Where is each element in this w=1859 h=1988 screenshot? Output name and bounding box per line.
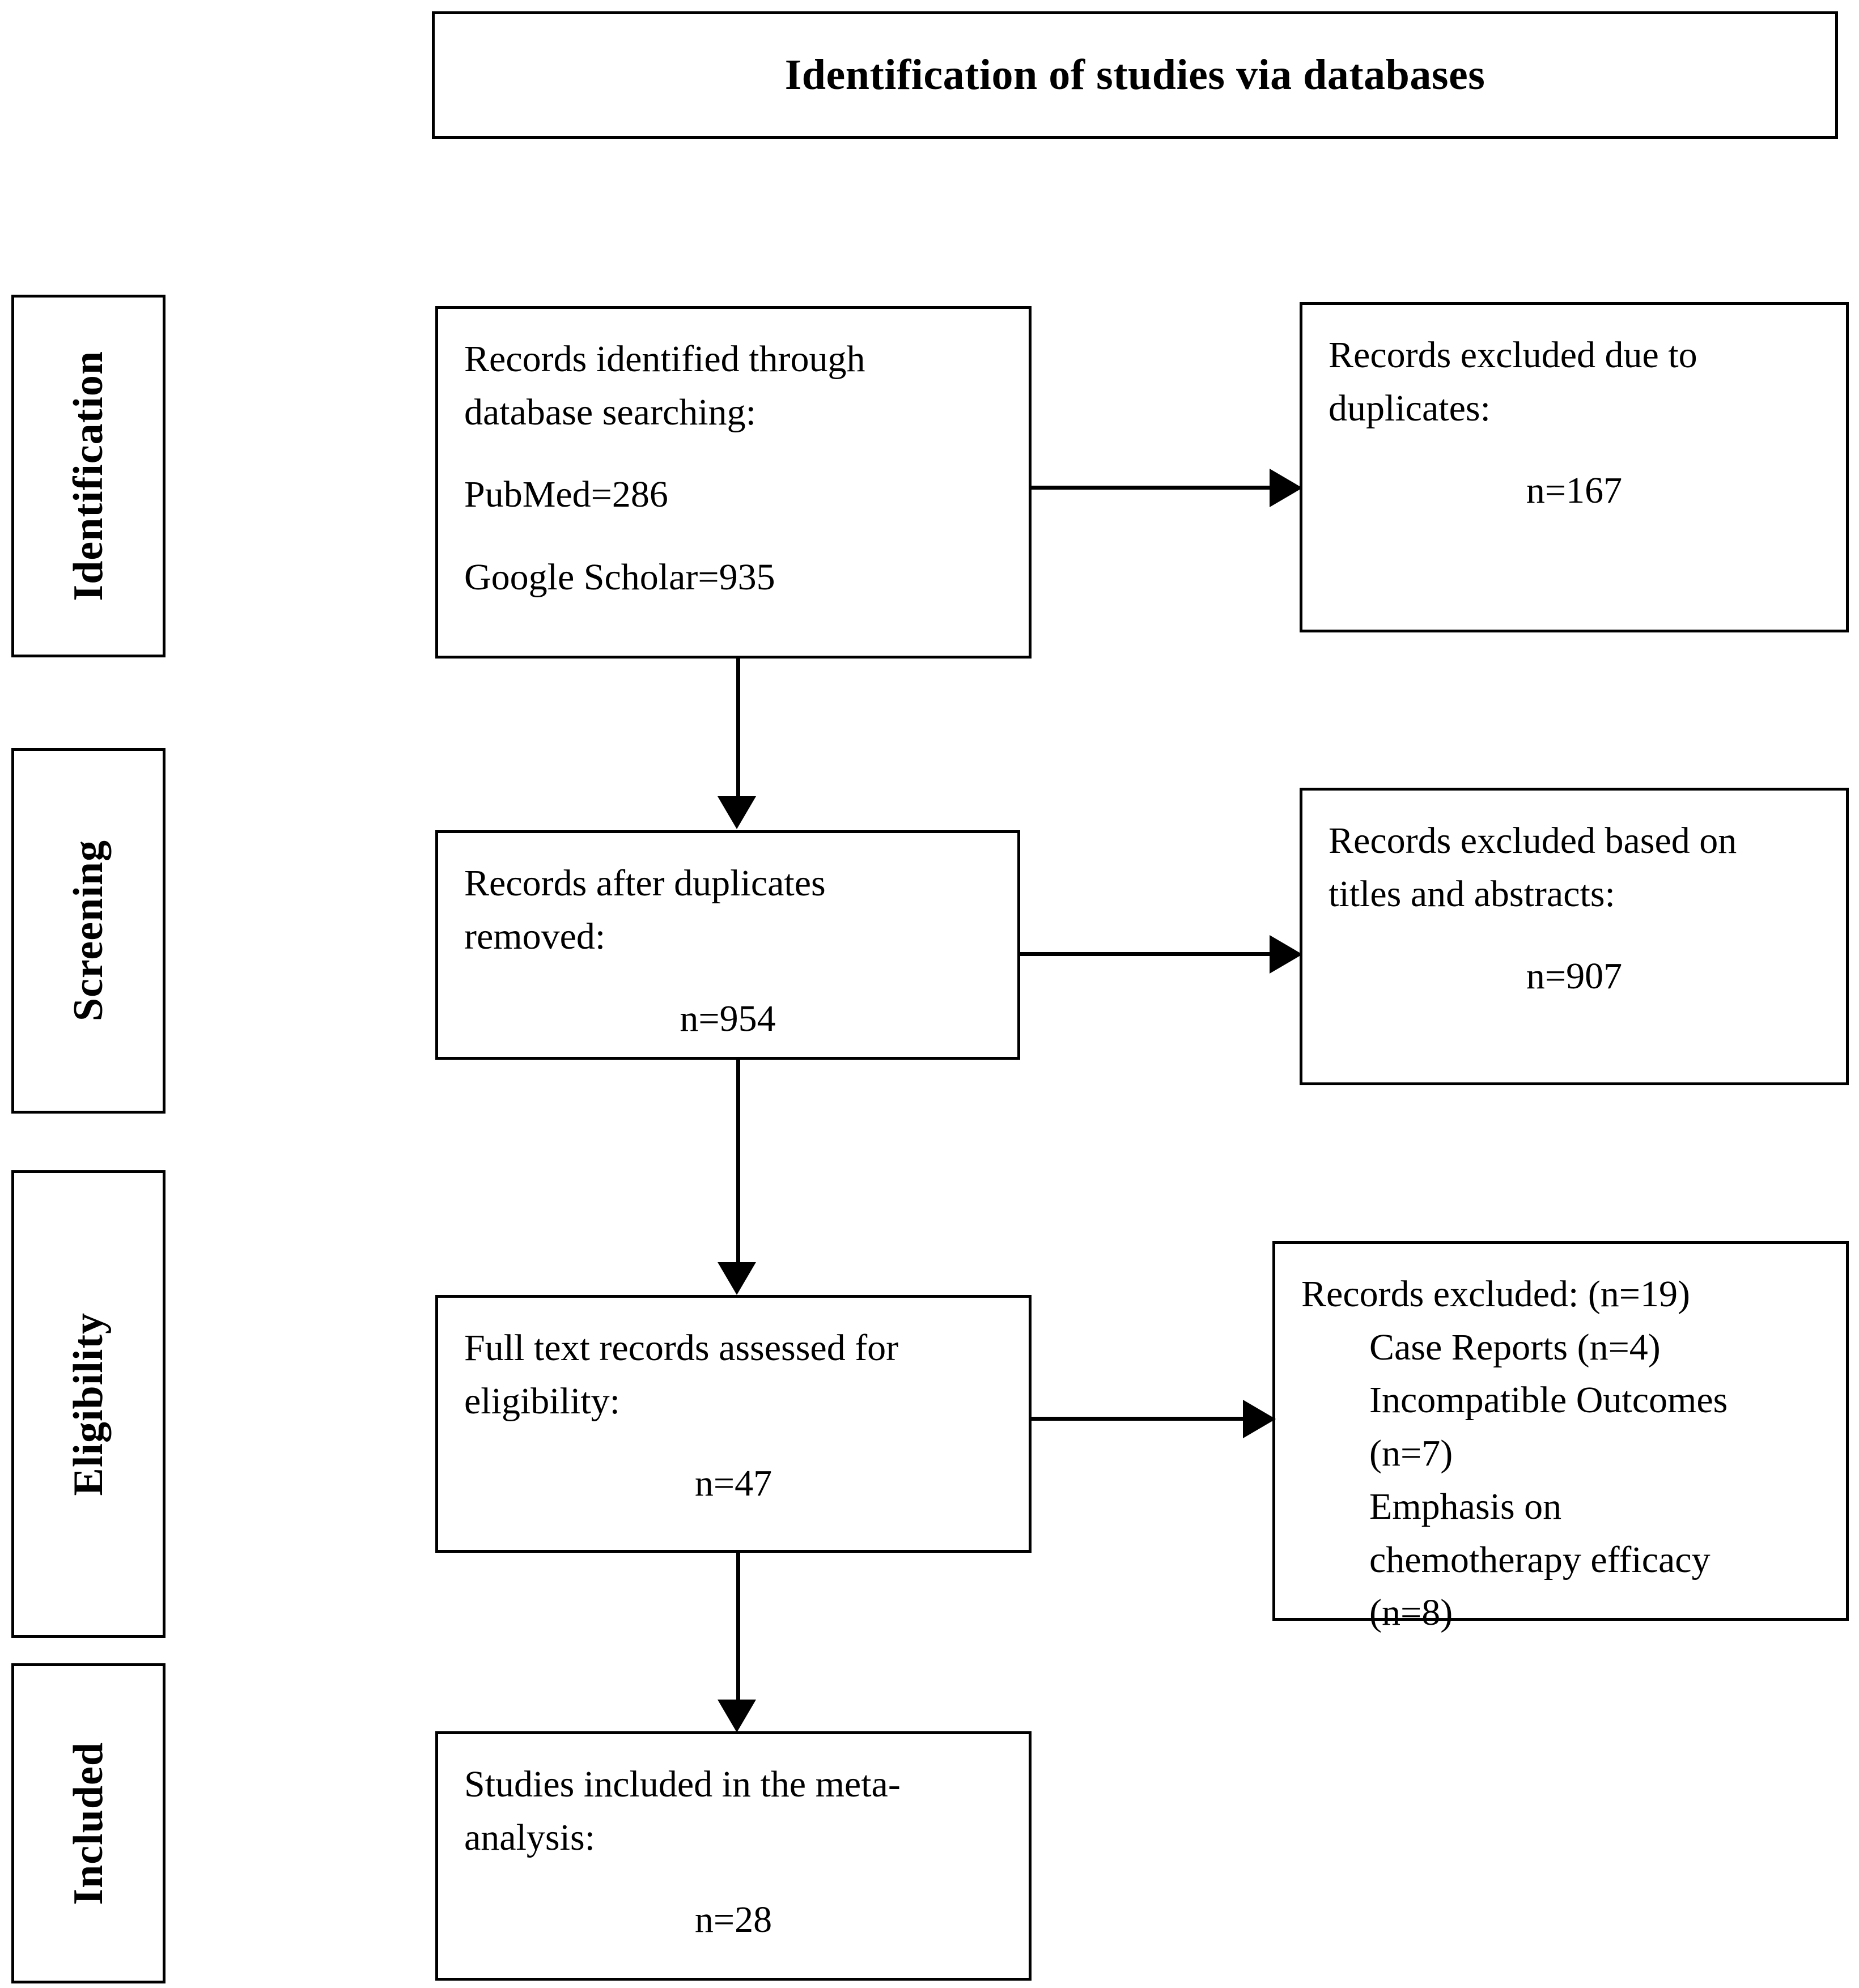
- exclusion-reason-chemotherapy-emphasis-count: (n=8): [1369, 1592, 1453, 1634]
- stage-label-identification: [11, 295, 165, 657]
- node-source-google-scholar: Google Scholar=935: [464, 557, 775, 598]
- exclusion-reason-incompatible-outcomes-count: (n=7): [1369, 1433, 1453, 1475]
- node-excluded-duplicates: [1300, 302, 1849, 632]
- spacer: [464, 521, 1003, 551]
- node-line: eligibility:: [464, 1380, 620, 1422]
- node-records-identified: [435, 306, 1032, 659]
- node-line: duplicates:: [1329, 387, 1491, 429]
- stage-label-text: Included: [65, 1741, 112, 1905]
- arrow-right-icon: [1243, 1400, 1276, 1438]
- stage-label-text: Identification: [65, 351, 112, 601]
- node-line: Records excluded based on: [1329, 820, 1737, 861]
- page-title: Identification of studies via databases: [784, 50, 1485, 99]
- arrow-down-icon: [718, 796, 756, 829]
- connector-full-text-to-excluded-reasons: [1032, 1417, 1246, 1421]
- node-full-text-assessed: [435, 1295, 1032, 1553]
- connector-after-duplicates-to-full-text: [736, 1060, 740, 1264]
- node-line: Studies included in the meta-: [464, 1764, 901, 1805]
- stage-label-screening: [11, 748, 165, 1114]
- connector-identified-to-after-duplicates: [736, 659, 740, 800]
- node-line: analysis:: [464, 1816, 595, 1858]
- node-count: n=28: [694, 1899, 773, 1941]
- exclusion-reason-chemotherapy-emphasis-cont: chemotherapy efficacy: [1369, 1539, 1711, 1581]
- stage-label-included: [11, 1663, 165, 1983]
- node-line: titles and abstracts:: [1329, 873, 1615, 915]
- node-excluded-with-reasons: [1272, 1241, 1849, 1634]
- node-records-after-duplicates: [435, 830, 1020, 1060]
- node-count: n=47: [694, 1463, 773, 1505]
- node-count: n=167: [1526, 470, 1623, 512]
- connector-identified-to-excluded-duplicates: [1032, 486, 1272, 490]
- stage-label-text: Screening: [65, 840, 112, 1022]
- spacer: [464, 439, 1003, 468]
- exclusion-reason-incompatible-outcomes: Incompatible Outcomes: [1369, 1379, 1728, 1421]
- node-studies-included: [435, 1731, 1032, 1981]
- arrow-right-icon: [1270, 469, 1302, 507]
- node-line: Records identified through: [464, 338, 865, 380]
- arrow-down-icon: [718, 1700, 756, 1732]
- connector-after-duplicates-to-excluded-titles: [1020, 952, 1272, 956]
- stage-label-eligibility: [11, 1170, 165, 1638]
- diagram-title-box: [432, 11, 1838, 139]
- arrow-right-icon: [1270, 935, 1302, 974]
- exclusion-reason-case-reports: Case Reports (n=4): [1369, 1326, 1661, 1368]
- node-excluded-titles-abstracts: [1300, 788, 1849, 1085]
- node-line: Records excluded due to: [1329, 334, 1697, 376]
- node-line: removed:: [464, 915, 606, 957]
- node-source-pubmed: PubMed=286: [464, 474, 668, 516]
- exclusion-header: Records excluded: (n=19): [1301, 1273, 1691, 1315]
- exclusion-reason-list: [1301, 1268, 1820, 1639]
- arrow-down-icon: [718, 1262, 756, 1295]
- node-line: Full text records assessed for: [464, 1327, 899, 1369]
- exclusion-reason-chemotherapy-emphasis: Emphasis on: [1369, 1485, 1562, 1527]
- node-count: n=954: [680, 998, 776, 1040]
- stage-label-text: Eligibility: [65, 1312, 112, 1496]
- node-count: n=907: [1526, 955, 1623, 997]
- node-line: Records after duplicates: [464, 863, 826, 904]
- node-line: database searching:: [464, 391, 756, 433]
- connector-full-text-to-included: [736, 1553, 740, 1701]
